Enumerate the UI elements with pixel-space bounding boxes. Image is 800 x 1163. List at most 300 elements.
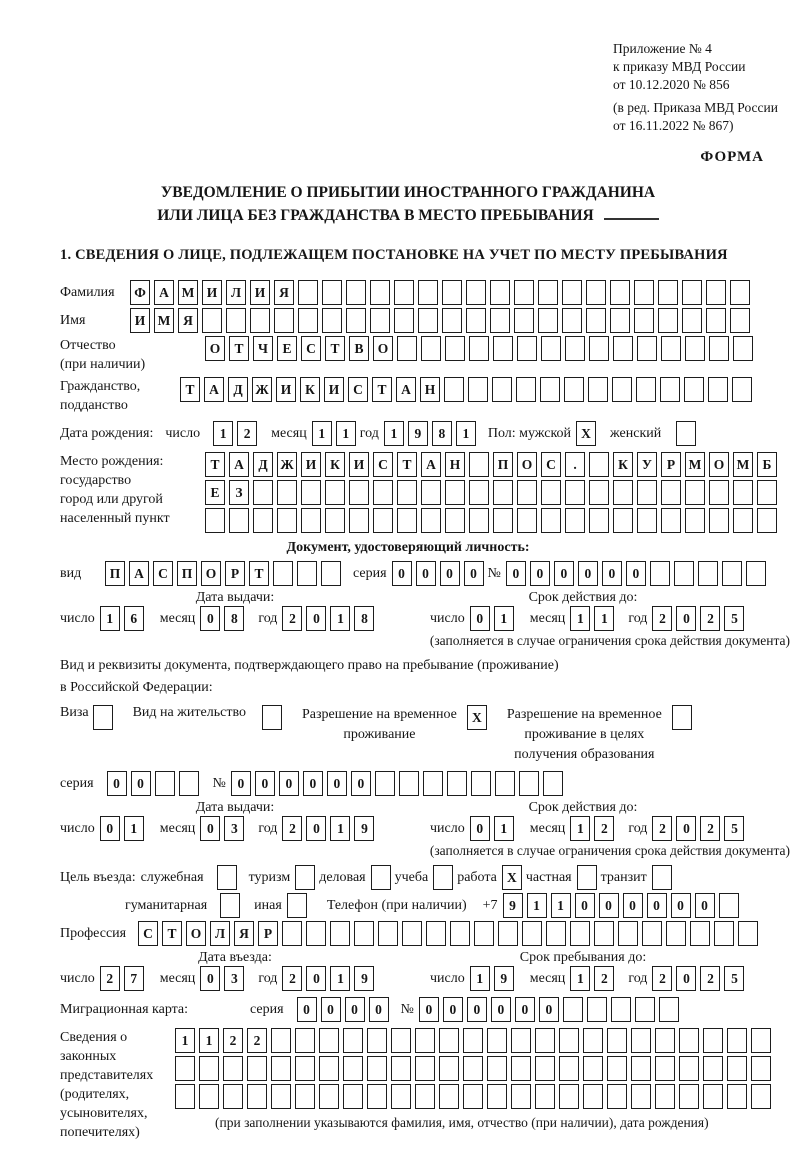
char-box[interactable] [661, 336, 681, 361]
char-box[interactable] [519, 771, 539, 796]
char-box[interactable]: М [178, 280, 198, 305]
char-box[interactable] [433, 865, 453, 890]
char-box[interactable] [423, 771, 443, 796]
char-box[interactable] [727, 1056, 747, 1081]
char-box[interactable] [468, 377, 488, 402]
char-box[interactable] [583, 1084, 603, 1109]
char-box[interactable] [751, 1028, 771, 1053]
char-box[interactable]: Н [445, 452, 465, 477]
char-box[interactable] [399, 771, 419, 796]
char-box[interactable]: 2 [282, 816, 302, 841]
char-box[interactable] [277, 508, 297, 533]
char-box[interactable]: Т [325, 336, 345, 361]
char-box[interactable] [418, 280, 438, 305]
char-box[interactable]: 8 [432, 421, 452, 446]
char-box[interactable]: 0 [200, 966, 220, 991]
char-box[interactable] [271, 1084, 291, 1109]
char-box[interactable] [349, 508, 369, 533]
char-box[interactable]: 0 [392, 561, 412, 586]
char-box[interactable] [709, 508, 729, 533]
char-box[interactable]: 1 [570, 966, 590, 991]
char-box[interactable] [655, 1056, 675, 1081]
char-box[interactable]: 0 [369, 997, 389, 1022]
char-box[interactable]: Т [162, 921, 182, 946]
char-box[interactable] [517, 480, 537, 505]
char-box[interactable]: Я [234, 921, 254, 946]
char-box[interactable] [676, 421, 696, 446]
char-box[interactable] [444, 377, 464, 402]
char-box[interactable]: А [154, 280, 174, 305]
char-box[interactable] [751, 1056, 771, 1081]
char-box[interactable] [426, 921, 446, 946]
char-box[interactable]: 6 [124, 606, 144, 631]
char-box[interactable] [733, 508, 753, 533]
char-box[interactable] [559, 1028, 579, 1053]
char-box[interactable] [495, 771, 515, 796]
char-box[interactable] [652, 865, 672, 890]
char-box[interactable]: Т [180, 377, 200, 402]
char-box[interactable] [514, 308, 534, 333]
char-box[interactable] [346, 308, 366, 333]
char-box[interactable] [155, 771, 175, 796]
char-box[interactable]: 0 [467, 997, 487, 1022]
char-box[interactable]: Ж [252, 377, 272, 402]
char-box[interactable]: 0 [255, 771, 275, 796]
char-box[interactable]: А [421, 452, 441, 477]
char-box[interactable] [655, 1028, 675, 1053]
char-box[interactable]: П [493, 452, 513, 477]
char-box[interactable]: 0 [491, 997, 511, 1022]
char-box[interactable] [685, 508, 705, 533]
char-box[interactable]: Е [205, 480, 225, 505]
char-box[interactable]: 0 [416, 561, 436, 586]
char-box[interactable] [562, 280, 582, 305]
char-box[interactable]: 0 [578, 561, 598, 586]
char-box[interactable]: С [541, 452, 561, 477]
char-box[interactable] [487, 1084, 507, 1109]
char-box[interactable] [730, 280, 750, 305]
char-box[interactable]: П [177, 561, 197, 586]
char-box[interactable] [367, 1028, 387, 1053]
char-box[interactable] [612, 377, 632, 402]
char-box[interactable] [397, 480, 417, 505]
char-box[interactable]: Д [253, 452, 273, 477]
char-box[interactable] [517, 508, 537, 533]
char-box[interactable] [490, 280, 510, 305]
char-box[interactable] [330, 921, 350, 946]
char-box[interactable] [586, 308, 606, 333]
char-box[interactable] [418, 308, 438, 333]
char-box[interactable]: 0 [306, 816, 326, 841]
char-box[interactable]: 0 [231, 771, 251, 796]
char-box[interactable]: О [201, 561, 221, 586]
char-box[interactable] [295, 1056, 315, 1081]
char-box[interactable]: 2 [700, 966, 720, 991]
char-box[interactable]: 0 [351, 771, 371, 796]
char-box[interactable]: 2 [282, 966, 302, 991]
char-box[interactable] [466, 308, 486, 333]
char-box[interactable]: Я [274, 280, 294, 305]
char-box[interactable]: 1 [330, 966, 350, 991]
char-box[interactable] [295, 1028, 315, 1053]
char-box[interactable] [367, 1056, 387, 1081]
char-box[interactable]: 3 [224, 816, 244, 841]
char-box[interactable] [637, 480, 657, 505]
char-box[interactable] [722, 561, 742, 586]
char-box[interactable]: 2 [700, 606, 720, 631]
char-box[interactable] [319, 1028, 339, 1053]
char-box[interactable] [367, 1084, 387, 1109]
char-box[interactable]: 2 [223, 1028, 243, 1053]
char-box[interactable]: 1 [330, 816, 350, 841]
char-box[interactable] [415, 1028, 435, 1053]
char-box[interactable]: 9 [354, 816, 374, 841]
char-box[interactable] [282, 921, 302, 946]
char-box[interactable] [733, 480, 753, 505]
char-box[interactable] [274, 308, 294, 333]
char-box[interactable] [511, 1028, 531, 1053]
char-box[interactable]: Р [258, 921, 278, 946]
char-box[interactable] [450, 921, 470, 946]
char-box[interactable]: 2 [652, 816, 672, 841]
char-box[interactable] [517, 336, 537, 361]
char-box[interactable]: 0 [345, 997, 365, 1022]
char-box[interactable] [442, 308, 462, 333]
char-box[interactable]: 1 [456, 421, 476, 446]
char-box[interactable]: С [348, 377, 368, 402]
char-box[interactable]: 7 [124, 966, 144, 991]
char-box[interactable]: Т [397, 452, 417, 477]
char-box[interactable]: К [613, 452, 633, 477]
char-box[interactable]: Н [420, 377, 440, 402]
char-box[interactable] [490, 308, 510, 333]
char-box[interactable]: Д [228, 377, 248, 402]
char-box[interactable]: Е [277, 336, 297, 361]
char-box[interactable] [698, 561, 718, 586]
char-box[interactable]: Т [205, 452, 225, 477]
char-box[interactable] [271, 1028, 291, 1053]
char-box[interactable] [469, 480, 489, 505]
char-box[interactable] [679, 1056, 699, 1081]
char-box[interactable]: И [349, 452, 369, 477]
char-box[interactable]: X [467, 705, 487, 730]
char-box[interactable]: Т [249, 561, 269, 586]
title-blank-line[interactable] [604, 218, 659, 220]
char-box[interactable] [709, 480, 729, 505]
char-box[interactable]: 9 [354, 966, 374, 991]
char-box[interactable]: 1 [470, 966, 490, 991]
char-box[interactable]: 1 [124, 816, 144, 841]
char-box[interactable]: И [202, 280, 222, 305]
char-box[interactable] [709, 336, 729, 361]
char-box[interactable] [631, 1084, 651, 1109]
char-box[interactable] [706, 280, 726, 305]
char-box[interactable] [492, 377, 512, 402]
char-box[interactable] [522, 921, 542, 946]
char-box[interactable] [295, 1084, 315, 1109]
char-box[interactable]: 0 [506, 561, 526, 586]
char-box[interactable]: С [301, 336, 321, 361]
char-box[interactable] [397, 336, 417, 361]
char-box[interactable]: А [204, 377, 224, 402]
char-box[interactable]: И [276, 377, 296, 402]
char-box[interactable]: 0 [131, 771, 151, 796]
char-box[interactable]: 0 [470, 606, 490, 631]
char-box[interactable]: 0 [303, 771, 323, 796]
char-box[interactable] [354, 921, 374, 946]
char-box[interactable] [298, 308, 318, 333]
char-box[interactable]: О [373, 336, 393, 361]
char-box[interactable] [661, 508, 681, 533]
char-box[interactable]: З [229, 480, 249, 505]
char-box[interactable] [658, 280, 678, 305]
char-box[interactable] [703, 1028, 723, 1053]
char-box[interactable] [642, 921, 662, 946]
char-box[interactable] [719, 893, 739, 918]
char-box[interactable] [223, 1084, 243, 1109]
char-box[interactable]: 1 [175, 1028, 195, 1053]
char-box[interactable]: 0 [530, 561, 550, 586]
char-box[interactable] [199, 1084, 219, 1109]
char-box[interactable]: 1 [527, 893, 547, 918]
char-box[interactable] [535, 1056, 555, 1081]
char-box[interactable]: К [300, 377, 320, 402]
char-box[interactable] [421, 336, 441, 361]
char-box[interactable] [253, 508, 273, 533]
char-box[interactable] [93, 705, 113, 730]
char-box[interactable] [714, 921, 734, 946]
char-box[interactable] [370, 280, 390, 305]
char-box[interactable]: В [349, 336, 369, 361]
char-box[interactable]: 0 [575, 893, 595, 918]
char-box[interactable] [679, 1028, 699, 1053]
char-box[interactable]: 1 [213, 421, 233, 446]
char-box[interactable] [391, 1028, 411, 1053]
char-box[interactable] [613, 480, 633, 505]
char-box[interactable]: 0 [419, 997, 439, 1022]
char-box[interactable]: 1 [494, 606, 514, 631]
char-box[interactable]: 0 [554, 561, 574, 586]
char-box[interactable] [391, 1056, 411, 1081]
char-box[interactable] [610, 308, 630, 333]
char-box[interactable]: Т [372, 377, 392, 402]
char-box[interactable] [319, 1056, 339, 1081]
char-box[interactable] [442, 280, 462, 305]
char-box[interactable] [634, 308, 654, 333]
char-box[interactable]: . [565, 452, 585, 477]
char-box[interactable] [733, 336, 753, 361]
char-box[interactable]: 2 [700, 816, 720, 841]
char-box[interactable]: 0 [671, 893, 691, 918]
char-box[interactable] [543, 771, 563, 796]
char-box[interactable]: Б [757, 452, 777, 477]
char-box[interactable] [655, 1084, 675, 1109]
char-box[interactable]: 1 [199, 1028, 219, 1053]
char-box[interactable]: 0 [695, 893, 715, 918]
char-box[interactable] [469, 336, 489, 361]
char-box[interactable] [397, 508, 417, 533]
char-box[interactable] [631, 1056, 651, 1081]
char-box[interactable]: 1 [330, 606, 350, 631]
char-box[interactable] [703, 1056, 723, 1081]
char-box[interactable]: А [396, 377, 416, 402]
char-box[interactable]: 0 [470, 816, 490, 841]
char-box[interactable]: 2 [282, 606, 302, 631]
char-box[interactable]: 5 [724, 606, 744, 631]
char-box[interactable] [439, 1028, 459, 1053]
char-box[interactable] [727, 1028, 747, 1053]
char-box[interactable] [541, 336, 561, 361]
char-box[interactable] [684, 377, 704, 402]
char-box[interactable] [373, 480, 393, 505]
char-box[interactable] [463, 1028, 483, 1053]
char-box[interactable] [306, 921, 326, 946]
char-box[interactable] [607, 1056, 627, 1081]
char-box[interactable]: С [373, 452, 393, 477]
char-box[interactable]: 0 [602, 561, 622, 586]
char-box[interactable] [394, 308, 414, 333]
char-box[interactable] [262, 705, 282, 730]
char-box[interactable] [298, 280, 318, 305]
char-box[interactable] [469, 508, 489, 533]
char-box[interactable] [175, 1056, 195, 1081]
char-box[interactable]: Ж [277, 452, 297, 477]
char-box[interactable] [587, 997, 607, 1022]
char-box[interactable]: 1 [594, 606, 614, 631]
char-box[interactable]: 0 [464, 561, 484, 586]
char-box[interactable]: И [130, 308, 150, 333]
char-box[interactable]: 0 [539, 997, 559, 1022]
char-box[interactable] [199, 1056, 219, 1081]
char-box[interactable] [273, 561, 293, 586]
char-box[interactable]: 1 [494, 816, 514, 841]
char-box[interactable]: 9 [494, 966, 514, 991]
char-box[interactable]: 2 [652, 606, 672, 631]
char-box[interactable] [610, 280, 630, 305]
char-box[interactable] [220, 893, 240, 918]
char-box[interactable]: 0 [599, 893, 619, 918]
char-box[interactable]: А [129, 561, 149, 586]
char-box[interactable] [589, 480, 609, 505]
char-box[interactable] [685, 336, 705, 361]
char-box[interactable] [746, 561, 766, 586]
char-box[interactable] [634, 280, 654, 305]
char-box[interactable]: У [637, 452, 657, 477]
char-box[interactable] [277, 480, 297, 505]
char-box[interactable] [402, 921, 422, 946]
char-box[interactable] [570, 921, 590, 946]
char-box[interactable] [562, 308, 582, 333]
char-box[interactable] [319, 1084, 339, 1109]
char-box[interactable]: М [685, 452, 705, 477]
char-box[interactable] [226, 308, 246, 333]
char-box[interactable]: 3 [224, 966, 244, 991]
char-box[interactable] [346, 280, 366, 305]
char-box[interactable] [727, 1084, 747, 1109]
char-box[interactable] [541, 480, 561, 505]
char-box[interactable] [541, 508, 561, 533]
char-box[interactable] [370, 308, 390, 333]
char-box[interactable] [322, 280, 342, 305]
char-box[interactable]: 5 [724, 816, 744, 841]
char-box[interactable] [659, 997, 679, 1022]
char-box[interactable] [253, 480, 273, 505]
char-box[interactable]: Ф [130, 280, 150, 305]
char-box[interactable]: Ч [253, 336, 273, 361]
char-box[interactable] [343, 1056, 363, 1081]
char-box[interactable]: 0 [515, 997, 535, 1022]
char-box[interactable]: 2 [100, 966, 120, 991]
char-box[interactable] [703, 1084, 723, 1109]
char-box[interactable] [247, 1084, 267, 1109]
char-box[interactable] [682, 308, 702, 333]
char-box[interactable] [661, 480, 681, 505]
char-box[interactable] [706, 308, 726, 333]
char-box[interactable] [708, 377, 728, 402]
char-box[interactable] [685, 480, 705, 505]
char-box[interactable] [672, 705, 692, 730]
char-box[interactable]: 2 [594, 816, 614, 841]
char-box[interactable]: К [325, 452, 345, 477]
char-box[interactable]: 0 [279, 771, 299, 796]
char-box[interactable]: 0 [676, 606, 696, 631]
char-box[interactable] [613, 336, 633, 361]
char-box[interactable]: 0 [623, 893, 643, 918]
char-box[interactable] [498, 921, 518, 946]
char-box[interactable] [493, 508, 513, 533]
char-box[interactable]: 2 [247, 1028, 267, 1053]
char-box[interactable] [682, 280, 702, 305]
char-box[interactable] [421, 508, 441, 533]
char-box[interactable] [466, 280, 486, 305]
char-box[interactable] [611, 997, 631, 1022]
char-box[interactable] [439, 1056, 459, 1081]
char-box[interactable] [637, 508, 657, 533]
char-box[interactable] [487, 1028, 507, 1053]
char-box[interactable] [658, 308, 678, 333]
char-box[interactable] [559, 1084, 579, 1109]
char-box[interactable] [690, 921, 710, 946]
char-box[interactable]: М [733, 452, 753, 477]
char-box[interactable] [583, 1056, 603, 1081]
char-box[interactable] [493, 480, 513, 505]
char-box[interactable] [223, 1056, 243, 1081]
char-box[interactable] [607, 1028, 627, 1053]
char-box[interactable]: 8 [354, 606, 374, 631]
char-box[interactable]: 9 [408, 421, 428, 446]
char-box[interactable]: Я [178, 308, 198, 333]
char-box[interactable] [325, 480, 345, 505]
char-box[interactable] [421, 480, 441, 505]
char-box[interactable] [589, 336, 609, 361]
char-box[interactable] [343, 1028, 363, 1053]
char-box[interactable] [375, 771, 395, 796]
char-box[interactable] [535, 1028, 555, 1053]
char-box[interactable] [394, 280, 414, 305]
char-box[interactable] [301, 508, 321, 533]
char-box[interactable] [565, 480, 585, 505]
char-box[interactable] [391, 1084, 411, 1109]
char-box[interactable]: 0 [676, 816, 696, 841]
char-box[interactable]: 1 [551, 893, 571, 918]
char-box[interactable] [415, 1056, 435, 1081]
char-box[interactable] [565, 508, 585, 533]
char-box[interactable] [445, 336, 465, 361]
char-box[interactable] [471, 771, 491, 796]
char-box[interactable] [618, 921, 638, 946]
char-box[interactable] [757, 508, 777, 533]
char-box[interactable]: 0 [200, 606, 220, 631]
